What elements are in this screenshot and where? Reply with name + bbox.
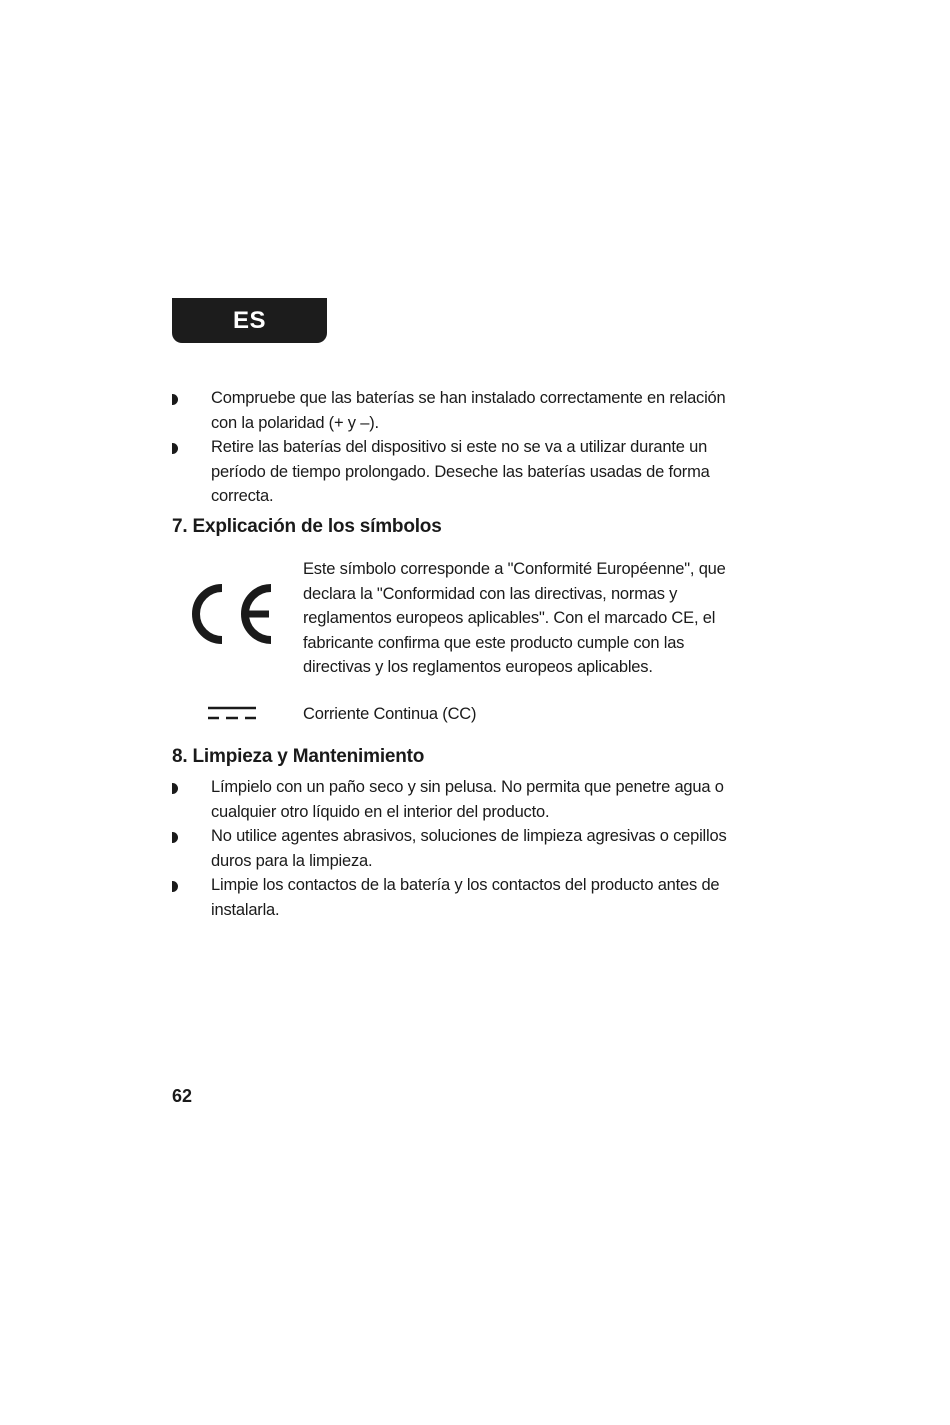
list-item-text: Retire las baterías del dispositivo si este no se va a utilizar durante un período de tiempo prolongado. Deseche las baterías usadas de forma correcta. [211,438,710,505]
section-heading-cleaning: 8. Limpieza y Mantenimiento [172,746,425,767]
list-item [172,873,732,922]
list-item-text: Limpie los contactos de la batería y los contactos del producto antes de instalarla. [211,876,720,919]
bullet-icon [172,443,178,454]
list-item-text: Límpielo con un paño seco y sin pelusa. No permita que penetre agua o cualquier otro líquido en el interior del producto. [211,778,724,821]
language-tab-label: ES [232,306,266,334]
cleaning-list [172,775,732,922]
ce-mark-icon [186,582,276,646]
list-item [172,824,732,873]
list-item-text: No utilice agentes abrasivos, soluciones de limpieza agresivas o cepillos duros para la limpieza. [211,827,727,870]
list-item [172,435,732,509]
dc-description: Corriente Continua (CC) [303,705,477,723]
section-heading-symbols: 7. Explicación de los símbolos [172,516,442,537]
bullet-icon [172,783,178,794]
bullet-icon [172,394,178,405]
bullet-icon [172,832,178,843]
language-tab [172,298,327,343]
ce-description: Este símbolo corresponde a "Conformité Européenne", que declara la "Conformidad con las directivas, normas y reglamentos europeos aplicables". Con el marcado CE, el fabricante confirma que este producto cumple con las directivas y los reglamentos europeos aplicables. [303,560,726,676]
page-number: 62 [172,1086,193,1106]
direct-current-icon [208,706,256,720]
list-item-text: Compruebe que las baterías se han instalado correctamente en relación con la polaridad (+ y –). [211,389,726,432]
list-item [172,775,732,824]
battery-notes-list [172,386,732,509]
bullet-icon [172,881,178,892]
list-item [172,386,732,435]
